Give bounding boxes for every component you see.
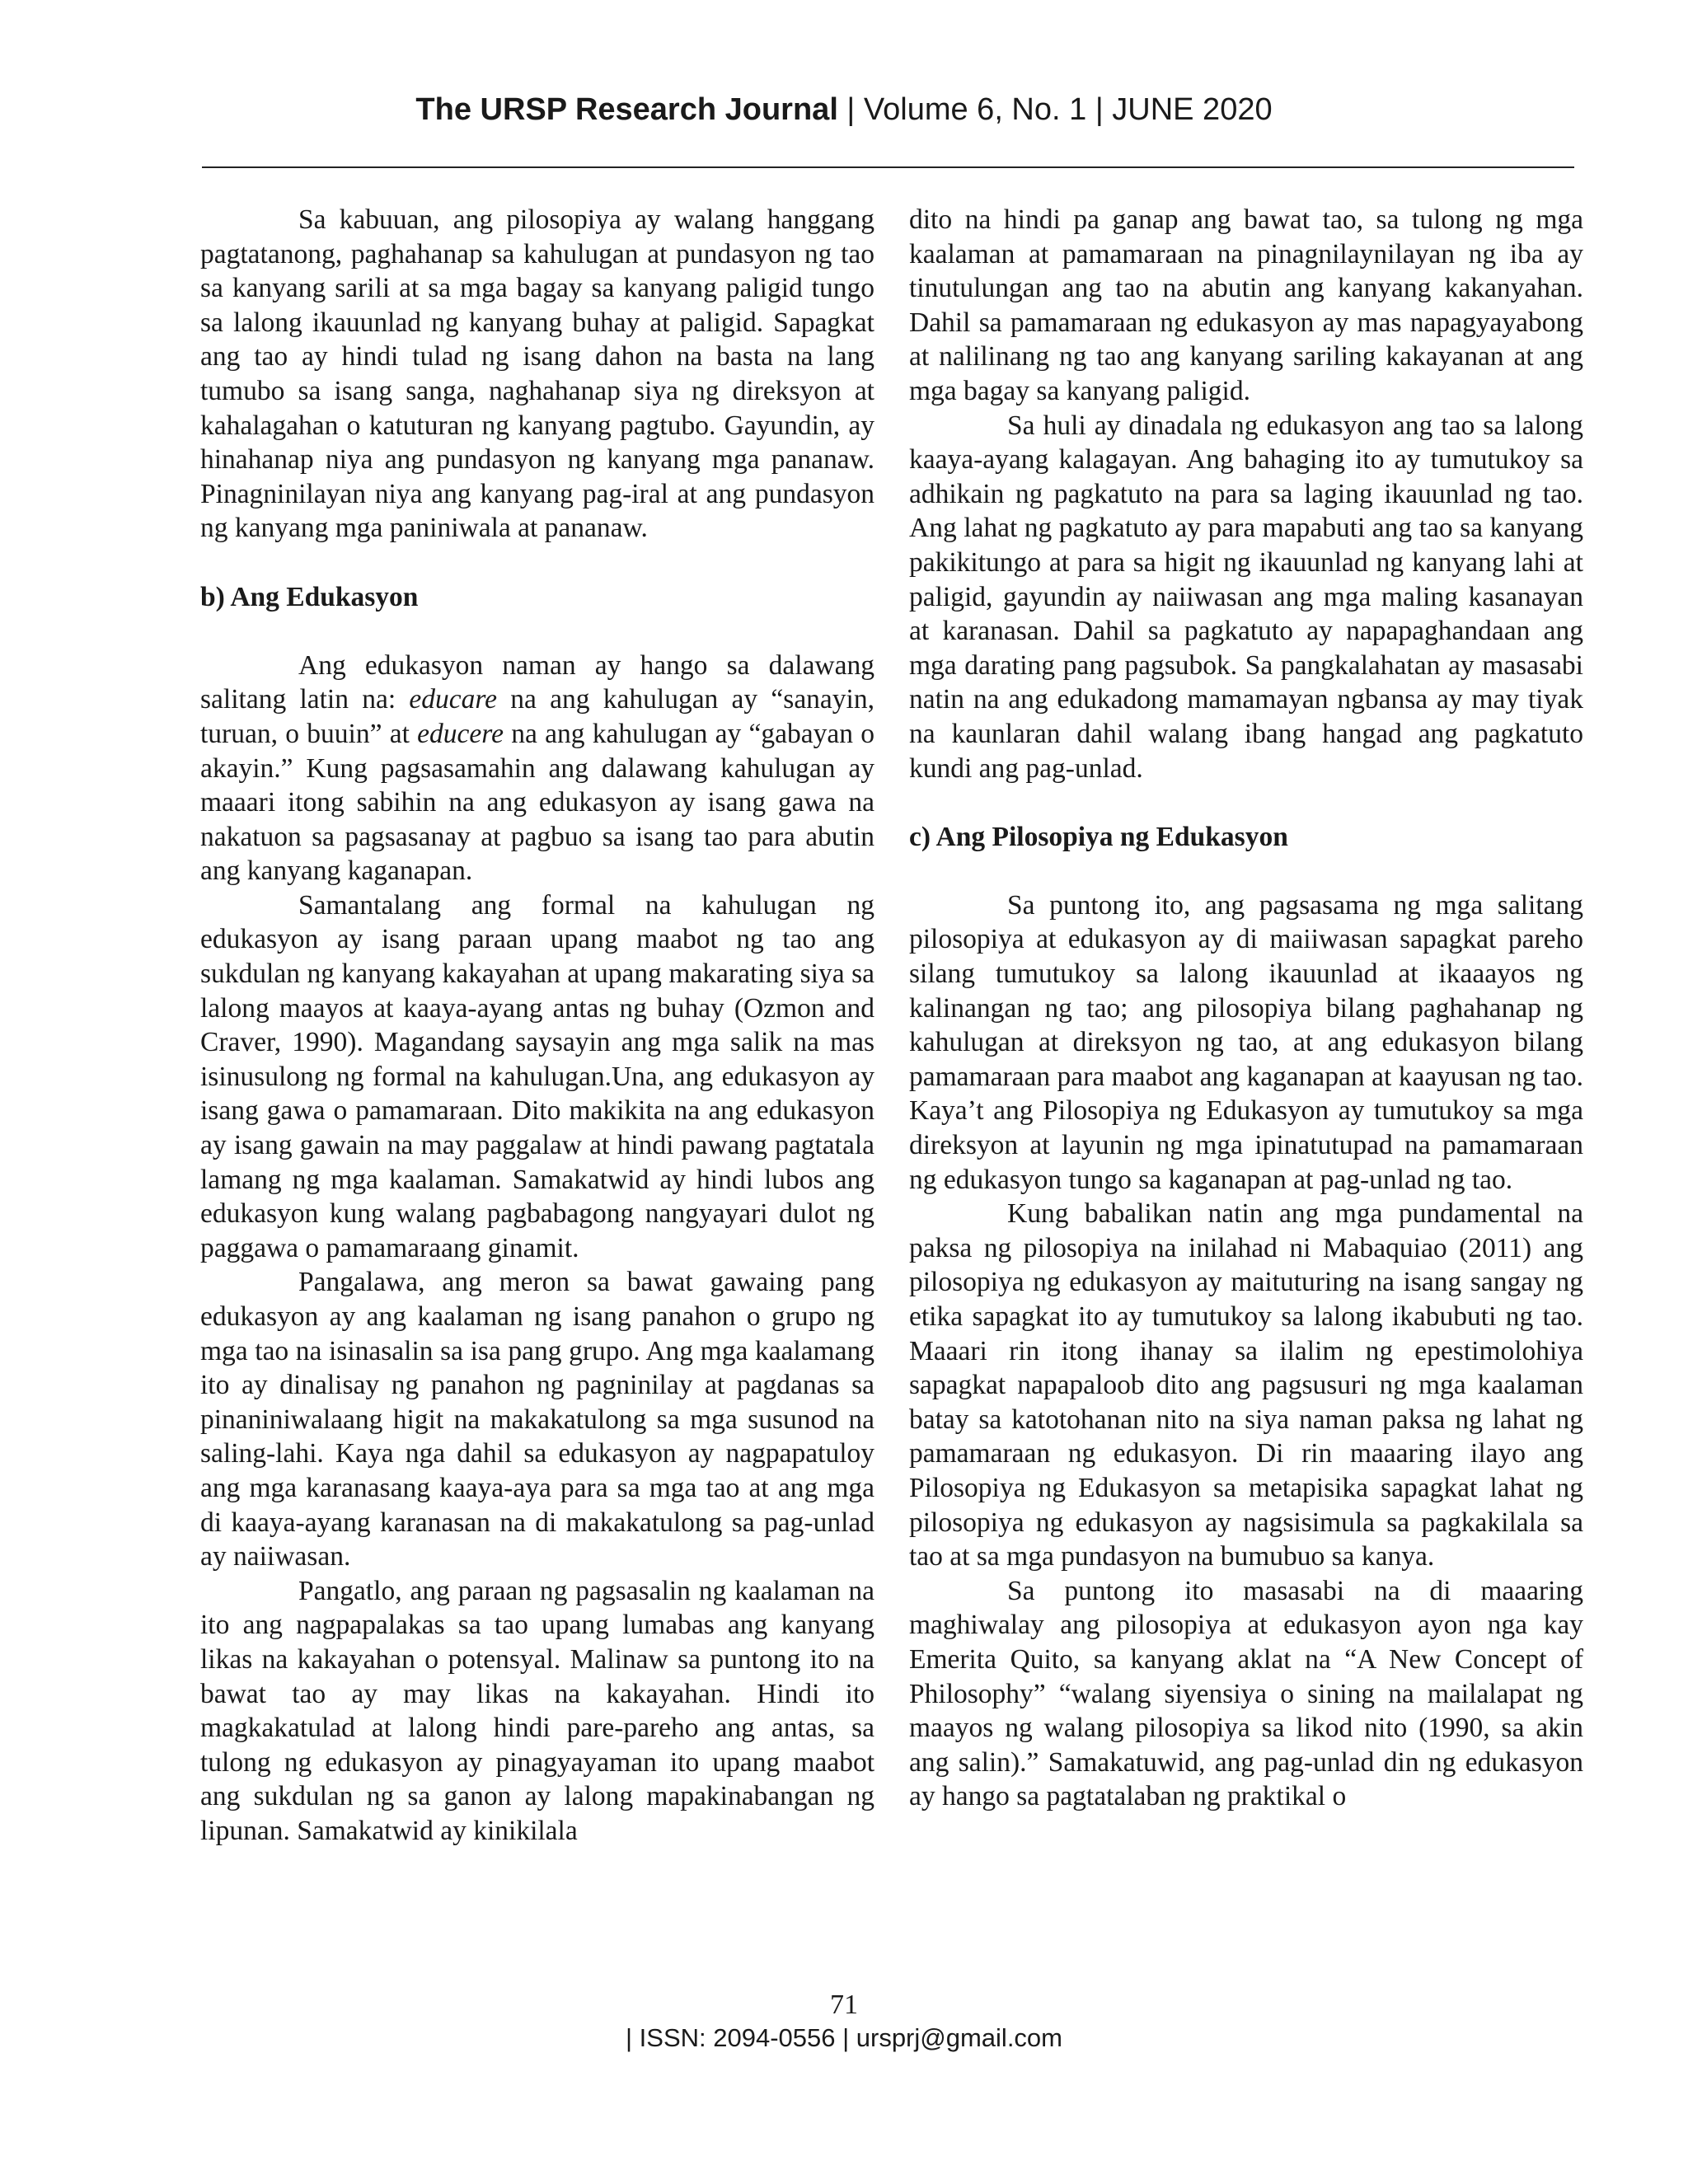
latin-term: educare	[409, 684, 498, 715]
journal-date: JUNE 2020	[1112, 92, 1273, 127]
paragraph: Kung babalikan natin ang mga pundamental na paksa ng pilosopiya na inilahad ni Mabaquiao (2011) ang pilosopiya ng edukasyon ay maituturing na isang sangay ng etika sapagkat ito ay tumutukoy sa lalong ikabubuti ng tao. Maaari rin itong ihanay sa ilalim ng epestimolohiya sapagkat napapaloob dito ang pagsusuri ng mga kaalaman batay sa katotohanan nito na siya naman paksa ng lahat ng pamamaraan ng edukasyon. Di rin maaaring ilayo ang Pilosopiya ng Edukasyon sa metapisika sapagkat lahat ng pilosopiya ng edukasyon ay nagsisimula sa pagkakilala sa tao at sa mga pundasyon na bumubuo sa kanya.	[909, 1198, 1583, 1572]
latin-term: educere	[417, 718, 504, 749]
paragraph: Sa kabuuan, ang pilosopiya ay walang hanggang pagtatanong, paghahanap sa kahulugan at pundasyon ng tao sa kanyang sarili at sa mga bagay sa kanyang paligid tungo sa lalong ikauunlad ng kanyang buhay at paligid. Sapagkat ang tao ay hindi tulad ng isang dahon na basta na lang tumubo sa isang sanga, naghahanap siya ng direksyon at kahalagahan o katuturan ng kanyang pagtubo. Gayundin, ay hinahanap niya ang pundasyon ng kanyang mga pananaw. Pinagninilayan niya ang kanyang pag-iral at ang pundasyon ng kanyang mga paniniwala at pananaw.	[200, 204, 874, 544]
header-separator: |	[1086, 92, 1113, 127]
paragraph: Sa puntong ito, ang pagsasama ng mga salitang pilosopiya at edukasyon ay di maiiwasan sapagkat pareho silang tumutukoy sa lalong ikauunlad at ikaaayos ng kalinangan ng tao; ang pilosopiya bilang paghahanap ng kahulugan at direksyon ng tao, at ang edukasyon bilang pamamaraan para maabot ang kaganapan at kaayusan ng tao. Kaya’t ang Pilosopiya ng Edukasyon ay tumutukoy sa mga direksyon at layunin ng mga ipinatutupad na pamamaraan ng edukasyon tungo sa kaganapan at pag-unlad ng tao.	[909, 889, 1583, 1195]
footer-issn-email: | ISSN: 2094-0556 | ursprj@gmail.com	[625, 2023, 1062, 2052]
section-heading-b: b) Ang Edukasyon	[200, 581, 419, 612]
paragraph: Samantalang ang formal na kahulugan ng edukasyon ay isang paraan upang maabot ng tao ang sukdulan ng kanyang kakayahan at upang makarating siya sa lalong maayos at kaaya-ayang antas ng buhay (Ozmon and Craver, 1990). Magandang saysayin ang mga salik na mas isinusulong ng formal na kahulugan.Una, ang edukasyon ay isang gawa o pamamaraan. Dito makikita na ang edukasyon ay isang gawain na may paggalaw at hindi pawang pagtatala lamang ng mga kaalaman. Samakatwid ay hindi lubos ang edukasyon kung walang pagbabagong nangyayari dulot ng paggawa o pamamaraang ginamit.	[200, 889, 874, 1263]
right-column	[909, 203, 1583, 1814]
page-number: 71	[830, 1990, 858, 2020]
paragraph: Ang edukasyon naman ay hango sa dalawang salitang latin na: educare na ang kahulugan ay “sanayin, turuan, o buuin” at educere na ang kahulugan ay “gabayan o akayin.” Kung pagsasamahin ang dalawang kahulugan ay maaari itong sabihin na ang edukasyon ay isang gawa na nakatuon sa pagsasanay at pagbuo sa isang tao para abutin ang kanyang kaganapan.	[200, 649, 874, 887]
paragraph: Sa huli ay dinadala ng edukasyon ang tao sa lalong kaaya-ayang kalagayan. Ang bahaging ito ay tumutukoy sa adhikain ng pagkatuto na para sa laging ikauunlad ng tao. Ang lahat ng pagkatuto ay para mapabuti ang tao sa kanyang pakikitungo at para sa higit ng ikauunlad ng kanyang lahi at paligid, gayundin ay naiiwasan ang mga maling kasanayan at karanasan. Dahil sa pagkatuto ay napapaghandaan ang mga darating pang pagsubok. Sa pangkalahatan ay masasabi natin na ang edukadong mamamayan ngbansa ay may tiyak na kaunlaran dahil walang ibang hangad ang pagkatuto kundi ang pag-unlad.	[909, 410, 1583, 784]
journal-header	[0, 92, 1688, 128]
paragraph: Sa puntong ito masasabi na di maaaring maghiwalay ang pilosopiya at edukasyon ayon nga kay Emerita Quito, sa kanyang aklat na “A New Concept of Philosophy” “walang siyensiya o sining na mailalapat ng maayos ng walang pilosopiya sa likod nito (1990, sa akin ang salin).” Samakatuwid, ang pag-unlad din ng edukasyon ay hango sa pagtatalaban ng praktikal o	[909, 1575, 1583, 1812]
section-heading-c: c) Ang Pilosopiya ng Edukasyon	[909, 821, 1288, 852]
journal-title: The URSP Research Journal	[415, 92, 838, 127]
header-rule	[202, 166, 1574, 168]
left-column	[200, 203, 874, 1849]
paragraph: Pangatlo, ang paraan ng pagsasalin ng kaalaman na ito ang nagpapalakas sa tao upang lumabas ang kanyang likas na kakayahan o potensyal. Malinaw sa puntong ito na bawat tao ay may likas na kakayahan. Hindi ito magkakatulad at lalong hindi pare-pareho ang antas, sa tulong ng edukasyon ay pinagyayaman ito upang maabot ang sukdulan ng sa ganon ay lalong mapakinabangan ng lipunan. Samakatwid ay kinikilala	[200, 1575, 874, 1846]
journal-volume: Volume 6, No. 1	[863, 92, 1087, 127]
paragraph: dito na hindi pa ganap ang bawat tao, sa tulong ng mga kaalaman at pamamaraan na pinagnilaynilayan ng iba ay tinutulungan ang tao na abutin ang kanyang kakanyahan. Dahil sa pamamaraan ng edukasyon ay mas napagyayabong at nalilinang ng tao ang kanyang sariling kakayanan at ang mga bagay sa kanyang paligid.	[909, 204, 1583, 406]
header-separator: |	[837, 92, 864, 127]
paragraph: Pangalawa, ang meron sa bawat gawaing pang edukasyon ay ang kaalaman ng isang panahon o grupo ng mga tao na isinasalin sa isa pang grupo. Ang mga kaalamang ito ay dinalisay ng panahon ng pagninilay at pagdanas sa pinaniniwalaang higit na makakatulong sa mga susunod na saling-lahi. Kaya nga dahil sa edukasyon ay nagpapatuloy ang mga karanasang kaaya-aya para sa mga tao at ang mga di kaaya-ayang karanasan na di makakatulong sa pag-unlad ay naiiwasan.	[200, 1267, 874, 1572]
